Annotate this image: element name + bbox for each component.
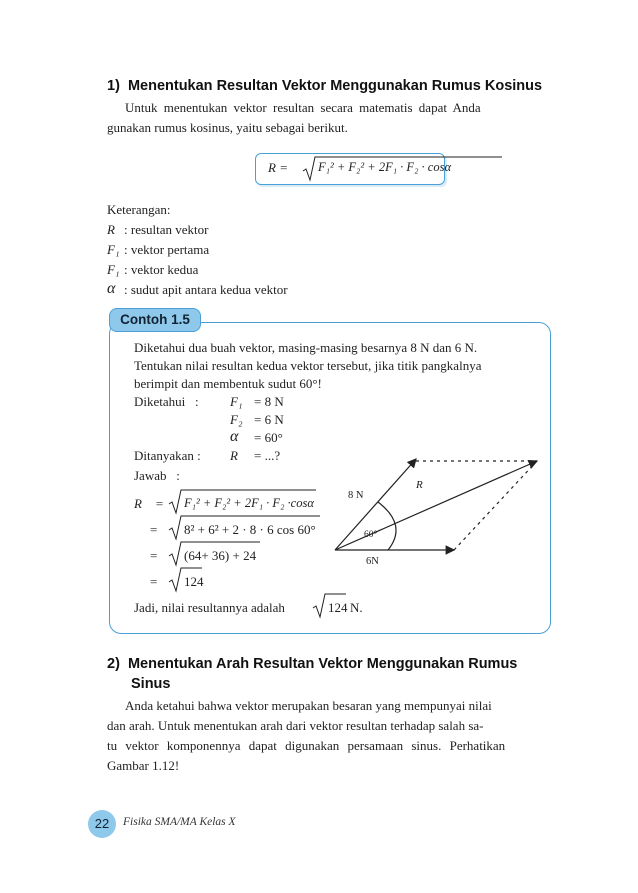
legend-desc-alpha: : sudut apit antara kedua vektor: [124, 282, 288, 297]
step2-lhs: =: [150, 522, 158, 537]
section2-heading-line1: 2) Menentukan Arah Resultan Vektor Menggunakan Rumus: [107, 656, 518, 672]
step1-lhs: R =: [134, 496, 164, 511]
legend-sym-r: R: [107, 222, 115, 237]
keterangan-title: Keterangan:: [107, 202, 171, 217]
section1-para-line1: Untuk menentukan vektor resultan secara matematis dapat Anda: [125, 100, 481, 115]
given-alpha-val: = 60°: [254, 430, 283, 445]
section1-para-line2: gunakan rumus kosinus, yaitu sebagai berikut.: [107, 120, 348, 135]
example-line3: berimpit dan membentuk sudut 60°!: [134, 376, 322, 391]
step3-lhs: =: [150, 548, 158, 563]
conclusion-post: N.: [350, 600, 363, 615]
given-f2-val: = 6 N: [254, 412, 284, 427]
legend-sym-f2: F₁: [107, 262, 120, 277]
angle-arc: [378, 502, 396, 550]
label-6n: 6N: [366, 556, 379, 567]
step2-expr: 8² + 6² + 2 · 8 · 6 cos 60°: [184, 522, 316, 537]
formula-rhs: F₁² + F₂² + 2F₁ · F₂ · cosα: [318, 160, 452, 174]
example-line2: Tentukan nilai resultan kedua vektor tersebut, jika titik pangkalnya: [134, 358, 482, 373]
conclusion-pre: Jadi, nilai resultannya adalah: [134, 600, 285, 615]
given-f2-sym: F₂: [230, 412, 243, 427]
jawab-label: Jawab :: [134, 468, 180, 483]
example-tab: Contoh 1.5: [109, 308, 201, 332]
given-f1-val: = 8 N: [254, 394, 284, 409]
legend-desc-f2: : vektor kedua: [124, 262, 199, 277]
section2-para-line3: tu vektor komponennya dapat digunakan persamaan sinus. Perhatikan: [107, 738, 506, 753]
section2-para-line1: Anda ketahui bahwa vektor merupakan besaran yang mempunyai nilai: [125, 698, 492, 713]
legend-desc-f1: : vektor pertama: [124, 242, 210, 257]
vector-parallelogram-diagram: [330, 455, 550, 575]
section2-para-line4: Gambar 1.12!: [107, 758, 180, 773]
cosine-formula-box: [255, 153, 452, 185]
given-f1-sym: F₁: [230, 394, 243, 409]
legend-desc-r: : resultan vektor: [124, 222, 209, 237]
section1-heading: 1) Menentukan Resultan Vektor Menggunakan Rumus Kosinus: [107, 78, 543, 94]
formula-lhs: R =: [268, 160, 288, 175]
conclusion-val: 124: [328, 600, 348, 615]
example-line1: Diketahui dua buah vektor, masing-masing besarnya 8 N dan 6 N.: [134, 340, 478, 355]
page-number: 22: [88, 810, 116, 838]
step4-expr: 124: [184, 574, 204, 589]
book-title: Fisika SMA/MA Kelas X: [123, 816, 236, 828]
section2-heading-line2: Sinus: [131, 676, 171, 692]
step3-expr: (64+ 36) + 24: [184, 548, 257, 563]
step4-lhs: =: [150, 574, 158, 589]
label-angle: 60°: [364, 530, 378, 540]
ditanyakan-sym: R: [230, 448, 238, 463]
label-8n: 8 N: [348, 490, 364, 501]
step1-expr: F₁² + F₂² + 2F₁ · F₂ ·cosα: [184, 496, 314, 510]
legend-sym-f1: F₁: [107, 242, 120, 257]
parallelogram-right-dashed: [454, 461, 537, 550]
given-alpha-sym: α: [230, 428, 239, 445]
legend-sym-alpha: α: [107, 280, 116, 297]
label-resultant: R: [416, 479, 423, 491]
section2-para-line2: dan arah. Untuk menentukan arah dari vektor resultan terhadap salah sa-: [107, 718, 484, 733]
diketahui-label: Diketahui :: [134, 394, 199, 409]
ditanyakan-val: = ...?: [254, 448, 281, 463]
ditanyakan-label: Ditanyakan :: [134, 448, 201, 463]
